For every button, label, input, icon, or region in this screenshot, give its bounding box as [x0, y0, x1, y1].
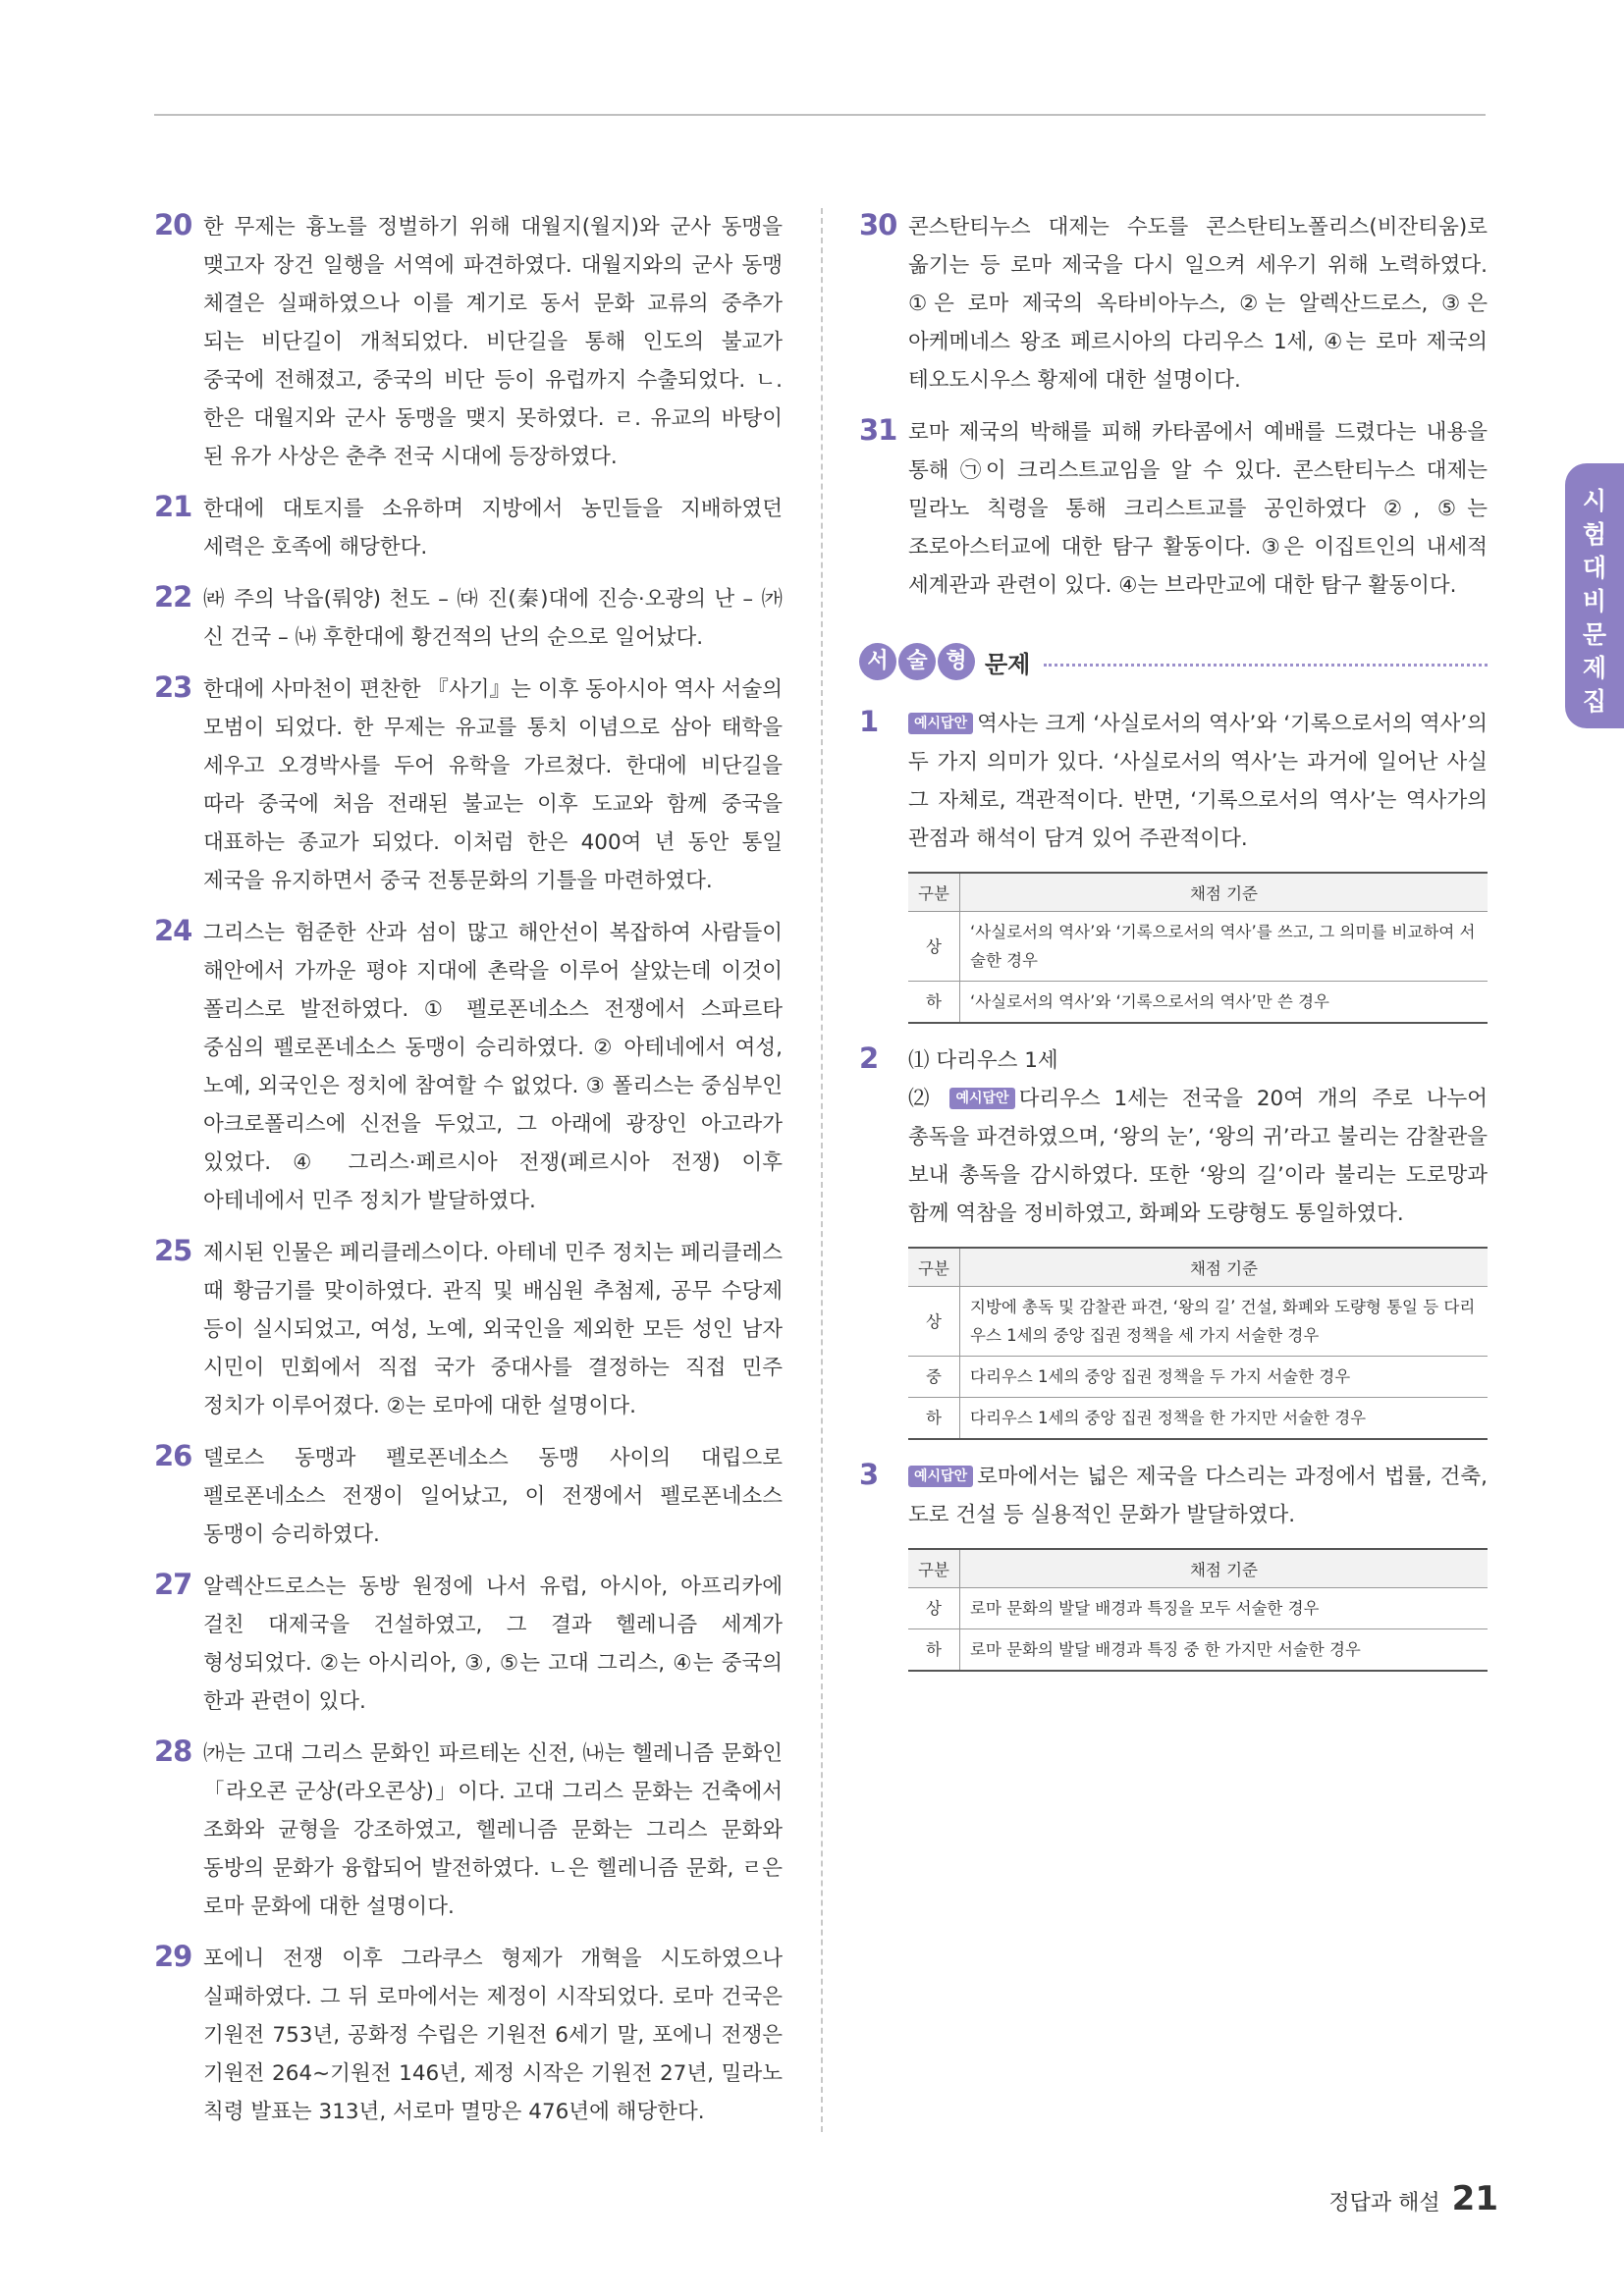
item-number: 22 — [154, 580, 192, 614]
grade-cell: 하 — [908, 1629, 960, 1672]
essay-item — [859, 705, 1488, 1024]
example-answer-badge: 예시답안 — [949, 1088, 1014, 1109]
grade-cell: 중 — [908, 1357, 960, 1398]
item-text: ㈑ 주의 낙읍(뤄양) 천도 – ㈐ 진(秦)대에 진승·오광의 난 – ㈎ 신 건국 – ㈏ 후한대에 황건적의 난의 순으로 일어났다. — [203, 587, 783, 650]
table-header-criterion: 채점 기준 — [960, 1549, 1489, 1588]
item-number: 21 — [154, 490, 192, 523]
table-row — [908, 982, 1488, 1024]
heading-circle: 술 — [898, 643, 936, 680]
criterion-cell: ‘사실로서의 역사’와 ‘기록으로서의 역사’를 쓰고, 그 의미를 비교하여 서술한 경우 — [960, 912, 1489, 982]
essay-answer-text: 역사는 크게 ‘사실로서의 역사’와 ‘기록으로서의 역사’의 두 가지 의미가 있다. ‘사실로서의 역사’는 과거에 일어난 사실 그 자체로, 객관적이다. 반면, ‘기록으로서의 역사’는 역사가의 관점과 해석이 담겨 있어 주관적이다. — [908, 712, 1488, 851]
table-header-grade: 구분 — [908, 873, 960, 912]
example-answer-badge: 예시답안 — [908, 1466, 973, 1487]
item-number: 27 — [154, 1568, 192, 1601]
answer-item — [154, 1735, 783, 1926]
heading-word: 문제 — [985, 650, 1031, 678]
table-row — [908, 912, 1488, 982]
table-row — [908, 1357, 1488, 1398]
essay-answer-text: 다리우스 1세는 전국을 20여 개의 주로 나누어 총독을 파견하였으며, ‘왕의 눈’, ‘왕의 귀’라고 불리는 감찰관을 보내 총독을 감시하였다. 또한 ‘왕의 길’이라 불리는 도로망과 함께 역참을 정비하였고, 화폐와 도량형도 통일하였다. — [908, 1087, 1488, 1226]
item-text: 한대에 사마천이 편찬한 『사기』는 이후 동아시아 역사 서술의 모범이 되었다. 한 무제는 유교를 통치 이념으로 삼아 태학을 세우고 오경박사를 두어 유학을 가르쳤다. 한대에 비단길을 따라 중국에 처음 전래된 불교는 이후 도교와 함께 중국을 대표하는 종교가 되었다. 이처럼 한은 400여 년 동안 통일 제국을 유지하면서 중국 전통문화의 기틀을 마련하였다. — [203, 677, 783, 893]
essay-part2 — [908, 1080, 1488, 1233]
item-text: 한 무제는 흉노를 정벌하기 위해 대월지(월지)와 군사 동맹을 맺고자 장건 일행을 서역에 파견하였다. 대월지와의 군사 동맹 체결은 실패하였으나 이를 계기로 동서 문화 교류의 중추가 되는 비단길이 개척되었다. 비단길을 통해 인도의 불교가 중국에 전해졌고, 중국의 비단 등이 유럽까지 수출되었다. ㄴ. 한은 대월지와 군사 동맹을 맺지 못하였다. ㄹ. 유교의 바탕이 된 유가 사상은 춘추 전국 시대에 등장하였다. — [203, 215, 783, 469]
heading-circle: 형 — [938, 643, 975, 680]
item-text: 포에니 전쟁 이후 그라쿠스 형제가 개혁을 시도하였으나 실패하였다. 그 뒤 로마에서는 제정이 시작되었다. 로마 건국은 기원전 753년, 공화정 수립은 기원전 6세기 말, 포에니 전쟁은 기원전 264~기원전 146년, 제정 시작은 기원전 27년, 밀라노 칙령 발표는 313년, 서로마 멸망은 476년에 해당한다. — [203, 1947, 783, 2124]
criterion-cell: 로마 문화의 발달 배경과 특징 중 한 가지만 서술한 경우 — [960, 1629, 1489, 1672]
side-tab-label: 시험대비문제집 — [1582, 487, 1607, 716]
answer-item — [154, 490, 783, 566]
criterion-cell: 다리우스 1세의 중앙 집권 정책을 두 가지 서술한 경우 — [960, 1357, 1489, 1398]
page-number: 21 — [1451, 2179, 1498, 2218]
answer-item — [154, 1439, 783, 1554]
essay-answer — [908, 1458, 1488, 1534]
item-number: 1 — [859, 705, 880, 738]
table-header-grade: 구분 — [908, 1248, 960, 1287]
table-header-criterion: 채점 기준 — [960, 873, 1489, 912]
grade-cell: 하 — [908, 982, 960, 1024]
criterion-cell: 지방에 총독 및 감찰관 파견, ‘왕의 길’ 건설, 화폐와 도량형 통일 등 다리우스 1세의 중앙 집권 정책을 세 가지 서술한 경우 — [960, 1287, 1489, 1357]
answer-item — [154, 580, 783, 657]
item-text: ㈎는 고대 그리스 문화인 파르테논 신전, ㈏는 헬레니즘 문화인 「라오콘 군상(라오콘상)」이다. 고대 그리스 문화는 건축에서 조화와 균형을 강조하였고, 헬레니즘 문화는 그리스 문화와 동방의 문화가 융합되어 발전하였다. ㄴ은 헬레니즘 문화, ㄹ은 로마 문화에 대한 설명이다. — [203, 1741, 783, 1919]
answer-item — [859, 413, 1488, 605]
item-number: 2 — [859, 1041, 880, 1075]
item-number: 28 — [154, 1735, 192, 1768]
left-column — [154, 208, 783, 2145]
essay-answer-text: 로마에서는 넓은 제국을 다스리는 과정에서 법률, 건축, 도로 건설 등 실용적인 문화가 발달하였다. — [908, 1465, 1488, 1527]
scoring-table — [908, 1247, 1488, 1440]
item-number: 31 — [859, 413, 897, 447]
item-text: 그리스는 험준한 산과 섬이 많고 해안선이 복잡하여 사람들이 해안에서 가까운 평야 지대에 촌락을 이루어 살았는데 이것이 폴리스로 발전하였다. ① 펠로폰네소스 전쟁에서 스파르타 중심의 펠로폰네소스 동맹이 승리하였다. ② 아테네에서 여성, 노예, 외국인은 정치에 참여할 수 없었다. ③ 폴리스는 중심부인 아크로폴리스에 신전을 두었고, 그 아래에 광장인 아고라가 있었다. ④ 그리스·페르시아 전쟁(페르시아 전쟁) 이후 아테네에서 민주 정치가 발달하였다. — [203, 921, 783, 1213]
item-number: 24 — [154, 914, 192, 947]
item-number: 29 — [154, 1940, 192, 1973]
part-label: ⑵ — [908, 1087, 937, 1111]
column-divider — [821, 208, 823, 2132]
item-text: 델로스 동맹과 펠로폰네소스 동맹 사이의 대립으로 펠로폰네소스 전쟁이 일어났고, 이 전쟁에서 펠로폰네소스 동맹이 승리하였다. — [203, 1446, 783, 1547]
answer-item — [154, 914, 783, 1220]
essay-part1: ⑴ 다리우스 1세 — [908, 1048, 1058, 1073]
essay-item — [859, 1041, 1488, 1440]
criterion-cell: ‘사실로서의 역사’와 ‘기록으로서의 역사’만 쓴 경우 — [960, 982, 1489, 1024]
item-text: 한대에 대토지를 소유하며 지방에서 농민들을 지배하였던 세력은 호족에 해당한다. — [203, 497, 783, 560]
top-rule — [154, 114, 1486, 116]
table-row — [908, 1398, 1488, 1440]
answer-item — [154, 1568, 783, 1721]
grade-cell: 하 — [908, 1398, 960, 1440]
item-text: 로마 제국의 박해를 피해 카타콤에서 예배를 드렸다는 내용을 통해 ㉠이 크리스트교임을 알 수 있다. 콘스탄티누스 대제는 밀라노 칙령을 통해 크리스트교를 공인하였다 ②, ⑤는 조로아스터교에 대한 탐구 활동이다. ③은 이집트인의 내세적 세계관과 관련이 있다. ④는 브라만교에 대한 탐구 활동이다. — [908, 420, 1488, 598]
heading-dotted-line — [1044, 664, 1488, 667]
answer-item — [154, 208, 783, 476]
right-column — [859, 208, 1488, 1689]
grade-cell: 상 — [908, 1287, 960, 1357]
answer-item — [154, 1234, 783, 1425]
page-footer — [1328, 2179, 1498, 2218]
grade-cell: 상 — [908, 912, 960, 982]
answer-item — [154, 670, 783, 900]
item-text: 제시된 인물은 페리클레스이다. 아테네 민주 정치는 페리클레스 때 황금기를 맞이하였다. 관직 및 배심원 추첨제, 공무 수당제 등이 실시되었고, 여성, 노예, 외국인을 제외한 모든 성인 남자 시민이 민회에서 직접 국가 중대사를 결정하는 직접 민주 정치가 이루어졌다. ②는 로마에 대한 설명이다. — [203, 1241, 783, 1418]
scoring-table — [908, 872, 1488, 1024]
table-header-criterion: 채점 기준 — [960, 1248, 1489, 1287]
answer-item — [154, 1940, 783, 2131]
table-row — [908, 1588, 1488, 1629]
grade-cell: 상 — [908, 1588, 960, 1629]
item-number: 20 — [154, 208, 192, 241]
footer-label: 정답과 해설 — [1328, 2191, 1440, 2216]
table-header-grade: 구분 — [908, 1549, 960, 1588]
item-number: 3 — [859, 1458, 880, 1491]
item-text: 알렉산드로스는 동방 원정에 나서 유럽, 아시아, 아프리카에 걸친 대제국을 건설하였고, 그 결과 헬레니즘 세계가 형성되었다. ②는 아시리아, ③, ⑤는 고대 그리스, ④는 중국의 한과 관련이 있다. — [203, 1575, 783, 1714]
example-answer-badge: 예시답안 — [908, 713, 973, 734]
table-row — [908, 1629, 1488, 1672]
answer-item — [859, 208, 1488, 400]
essay-section-heading — [859, 640, 1488, 683]
side-chapter-tab — [1565, 463, 1624, 728]
item-number: 23 — [154, 670, 192, 704]
item-number: 26 — [154, 1439, 192, 1472]
item-number: 30 — [859, 208, 897, 241]
item-text: 콘스탄티누스 대제는 수도를 콘스탄티노폴리스(비잔티움)로 옮기는 등 로마 제국을 다시 일으켜 세우기 위해 노력하였다. ①은 로마 제국의 옥타비아누스, ②는 알렉산드로스, ③은 아케메네스 왕조 페르시아의 다리우스 1세, ④는 로마 제국의 테오도시우스 황제에 대한 설명이다. — [908, 215, 1488, 393]
essay-answer — [908, 705, 1488, 858]
essay-item — [859, 1458, 1488, 1672]
item-number: 25 — [154, 1234, 192, 1267]
criterion-cell: 다리우스 1세의 중앙 집권 정책을 한 가지만 서술한 경우 — [960, 1398, 1489, 1440]
heading-circle: 서 — [859, 643, 896, 680]
scoring-table — [908, 1548, 1488, 1672]
criterion-cell: 로마 문화의 발달 배경과 특징을 모두 서술한 경우 — [960, 1588, 1489, 1629]
table-row — [908, 1287, 1488, 1357]
